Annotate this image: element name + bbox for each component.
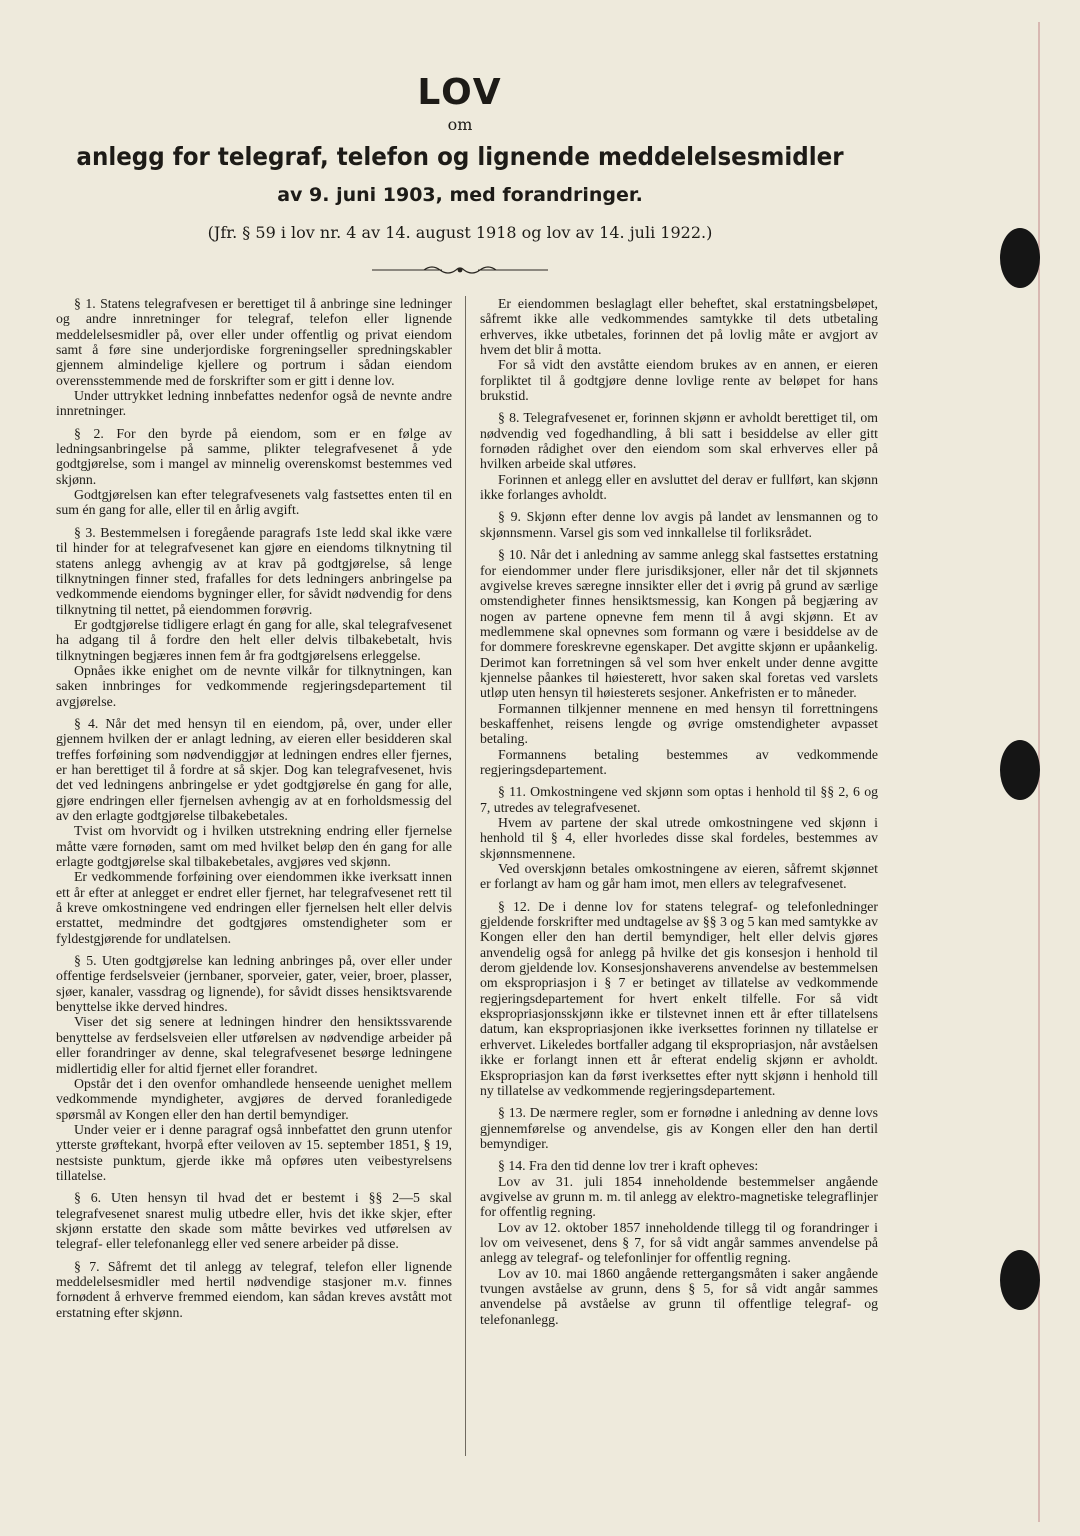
section-paragraph: § 6. Uten hensyn til hvad det er bestemt i §§ 2—5 skal telegrafvesenet snarest mulig utbedre eller, hvis det ikke skjer, efter skjønn erstatte den skade som måtte bevirkes ved utførelsen av telegraf- eller telefonanlegg eller ved senere arbeider på disse. xyxy=(56,1190,452,1252)
paragraph: For så vidt den avståtte eiendom brukes av en annen, er eieren forpliktet til å godtgjøre denne lovlige rente av beløpet for hans brukstid. xyxy=(480,357,878,404)
paragraph: Godtgjørelsen kan efter telegrafvesenets valg fastsettes enten til en sum én gang for alle, eller til en årlig avgift. xyxy=(56,487,452,518)
paragraph: Er eiendommen beslaglagt eller beheftet, skal erstatningsbeløpet, såfremt ikke alle vedkommendes samtykke til dets utbetaling erhverves, ikke utbetales, forinnen det på lovlig måte er avgjort av hvem det blir å motta. xyxy=(480,296,878,358)
document-subtitle: anlegg for telegraf, telefon og lignende meddelelsesmidler xyxy=(76,142,844,171)
paragraph: Lov av 12. oktober 1857 inneholdende tillegg til og forandringer i lov om veivesenet, dens § 7, for så vidt angår sammes anvendelse på anlegg av telegraf- og telefonlinjer for offentlig regning. xyxy=(480,1219,878,1266)
paragraph: Viser det sig senere at ledningen hindrer den hensiktssvarende benyttelse av ferdselsveien eller utførelsen av nødvendige arbeider på eller forandringer av denne, skal telegrafvesenet besørge ledningene midlertidig eller for altid fjernet eller forandret. xyxy=(56,1014,452,1076)
section-paragraph: § 14. Fra den tid denne lov trer i kraft opheves: xyxy=(498,1158,759,1174)
paragraph: Ved overskjønn betales omkostningene av eieren, såfremt skjønnet er forlangt av ham og går ham imot, men ellers av telegrafvesenet. xyxy=(480,861,878,892)
punch-hole xyxy=(1000,740,1040,800)
section-paragraph: § 7. Såfremt det til anlegg av telegraf, telefon eller lignende meddelelsesmidler med hertil nødvendige stasjoner m.v. finnes fornødent å erhverve fremmed eiendom, kan sådan kreves avstått mot erstatning efter skjønn. xyxy=(56,1258,452,1320)
ornament-divider xyxy=(372,262,548,278)
paragraph: Er vedkommende forføining over eiendommen ikke iverksatt innen ett år efter at anlegget er endret eller fjernet, har telegrafvesenet rett til å kreve omkostningene ved endringen eller fjernelsen helt eller delvis erstattet, medmindre det godtgjøres omstendigheter som er fyldestgjørende for undlatelsen. xyxy=(56,869,452,946)
document-title: LOV xyxy=(417,72,503,113)
paragraph: Opstår det i den ovenfor omhandlede henseende uenighet mellem vedkommende myndigheter, avgjøres de derved foranledigede spørsmål av Kongen eller den han dertil bemyndiger. xyxy=(56,1075,452,1122)
document-date-line: av 9. juni 1903, med forandringer. xyxy=(277,184,643,206)
section-paragraph: § 9. Skjønn efter denne lov avgis på landet av lensmannen og to skjønnsmenn. Varsel gis som ved innkallelse til forliksrådet. xyxy=(480,509,878,540)
section-paragraph: § 11. Omkostningene ved skjønn som optas i henhold til §§ 2, 6 og 7, utredes av telegrafvesenet. xyxy=(480,784,878,815)
paragraph: Lov av 31. juli 1854 inneholdende bestemmelser angående avgivelse av grunn m. m. til anlegg av elektro-magnetiske telegraflinjer for offentlig regning. xyxy=(480,1173,878,1220)
section-paragraph: § 3. Bestemmelsen i foregående paragrafs 1ste ledd skal ikke være til hinder for at telegrafvesenet kan gjøre en eiendoms tilknytning til statens anlegg avhengig av at krav på godtgjørelse, så lenge tilknytningen finner sted, frafalles for dets ledningers anbringelse pa vedkommende eiendoms bygninger eller, for såvidt nødvendig for dens tilknytning til nettet, på eiendommen forøvrig. xyxy=(56,524,452,617)
paragraph: Tvist om hvorvidt og i hvilken utstrekning endring eller fjernelse måtte være fornøden, samt om med hvilket beløp den én gang for alle erlagte godtgjørelse skal tilbakebetales, avgjøres ved skjønn. xyxy=(56,823,452,870)
column-divider xyxy=(465,296,466,1456)
section-paragraph: § 12. De i denne lov for statens telegraf- og telefonledninger gjeldende forskrifter med undtagelse av §§ 3 og 5 kan med samtykke av Kongen eller den han dertil bemyndiger, helt eller delvis gjøres anvendelig også for anlegg på hvilke det gis konsesjon i henhold til derom gjeldende lov. Konsesjonshaverens anvendelse av bestemmelsen om ekspropriasjon i § 7 er betinget av tillatelse av vedkommende regjeringsdepartement for hvert enkelt tilfelle. For så vidt ekspropriasjonsskjønn ikke er tilstevnet innen ett år efter tillatelsens datum, kan ekspropriasjonen ikke iverksettes forinnen ny tillatelse er erhvervet. Likeledes bortfaller adgang til ekspropriasjon, når avståelsen ikke er forlangt innen ett år efterat endelig skjønn er avholdt. Ekspropriasjon kan da først iverksettes efter nytt skjønn i henhold till ny tillatelse av vedkommende regjeringsdepartement. xyxy=(480,898,878,1098)
section-paragraph: § 5. Uten godtgjørelse kan ledning anbringes på, over eller under offentige ferdselsveier (jernbaner, sporveier, gater, veier, broer, plasser, sjøer, kanaler, vassdrag og lignende), for såvidt disses hensiktsvarende benyttelse ikke derved hindres. xyxy=(56,953,452,1015)
left-column xyxy=(56,296,452,1320)
paragraph: Forinnen et anlegg eller en avsluttet del derav er fullført, kan skjønn ikke forlanges avholdt. xyxy=(480,471,878,503)
paragraph: Er godtgjørelse tidligere erlagt én gang for alle, skal telegrafvesenet ha adgang til å fordre den helt eller delvis tilbakebetalt, hvis tilknytningen begjæres innen fem år fra godtgjørelsens erleggelse. xyxy=(56,616,452,663)
punch-hole xyxy=(1000,228,1040,288)
reference-note: (Jfr. § 59 i lov nr. 4 av 14. august 1918 og lov av 14. juli 1922.) xyxy=(207,223,713,242)
paragraph: Hvem av partene der skal utrede omkostningene ved skjønn i henhold til § 4, eller hvorledes disse skal fordeles, bestemmes av skjønnsmennene. xyxy=(480,815,878,861)
title-connector: om xyxy=(447,115,473,134)
paragraph: Lov av 10. mai 1860 angående rettergangsmåten i saker angående tvungen avståelse av grunn, dens § 5, for så vidt angår sammes anvendelse på avståelse av grunn til offentlige telegraf- og telefonanlegg. xyxy=(480,1265,878,1327)
paragraph: Under uttrykket ledning innbefattes nedenfor også de nevnte andre innretninger. xyxy=(56,388,452,419)
section-paragraph: § 4. Når det med hensyn til en eiendom, på, over, under eller gjennem hvilken der er anlagt ledning, av eieren eller besidderen skal treffes forføining som nødvendiggjør at ledningen endres eller fjernes, er han berettiget til å fordre at så skjer. Dog kan telegrafvesenet, hvis det ved ledningens anbringelse er ydet godtgjørelse én gang for alle, gjøre endringen eller fjernelsen avhengig av at en forholdsmessig del av den erlagte godtgjørelse tilbakebetales. xyxy=(56,715,452,823)
section-paragraph: § 10. Når det i anledning av samme anlegg skal fastsettes erstatning for eiendommer under flere jurisdiksjoner, eller når det til skjønnets avgivelse kreves særegne innsikter eller det i øvrig på grund av særlige omstendigheter finnes hensiktsmessig, kan Kongen på begjæring av nogen av partene opnevne fem menn til å avgi skjønn. Et av medlemmene skal opnevnes som formann og være i besiddelse av de for dommere foreskrevne egenskaper. Det avgitte skjønn er upåankelig. Derimot kan forretningen så vel som hver enkelt under denne avgitte kjennelse påankes til høiesterett, hvor saken skal foretas ved varslets utløp uten hensyn til høiesterets sesjoner. Ankefristen er to måneder. xyxy=(480,547,878,701)
section-paragraph: § 2. For den byrde på eiendom, som er en følge av ledningsanbringelse på samme, plikter telegrafvesenet å yde godtgjørelse, som i mangel av minnelig overenskomst bestemmes ved skjønn. xyxy=(56,425,452,487)
section-paragraph: § 13. De nærmere regler, som er fornødne i anledning av denne lovs gjennemførelse og anvendelse, gis av Kongen eller den han dertil bemyndiger. xyxy=(480,1105,878,1151)
paragraph: Opnåes ikke enighet om de nevnte vilkår for tilknytningen, kan saken innbringes for vedkommende regjeringsdepartement til avgjørelse. xyxy=(56,662,452,709)
paragraph: Formannen tilkjenner mennene en med hensyn til forrettningens beskaffenhet, reisens lengde og øvrige omstendigheter avpasset betaling. xyxy=(480,700,878,747)
section-paragraph: § 8. Telegrafvesenet er, forinnen skjønn er avholdt berettiget til, om nødvendig ved fogedhandling, å bli satt i besiddelse av eller gitt fornøden rådighet over den eiendom som skal erhverves eller på hvilken arbeide skal utføres. xyxy=(480,410,878,472)
paragraph: Formannens betaling bestemmes av vedkommende regjeringsdepartement. xyxy=(480,746,878,777)
section-paragraph: § 1. Statens telegrafvesen er berettiget til å anbringe sine ledninger og andre innretninger for telegraf, telefon eller lignende meddelelsesmidler på, over eller under offentlig og privat eiendom samt å føre sine underjordiske forgreningseller spredningskabler gjennem almindelige kjellere og portrum i sådan eiendom overensstemmende med de forskrifter som er gitt i denne lov. xyxy=(56,296,452,388)
right-column xyxy=(480,296,878,1327)
punch-hole xyxy=(1000,1250,1040,1310)
paragraph: Under veier er i denne paragraf også innbefattet den grunn utenfor ytterste grøftekant, hvorpå efter veiloven av 15. september 1851, § 19, nestsiste punktum, gjerde ikke må opføres uten veibestyrelsens tillatelse. xyxy=(56,1121,452,1183)
